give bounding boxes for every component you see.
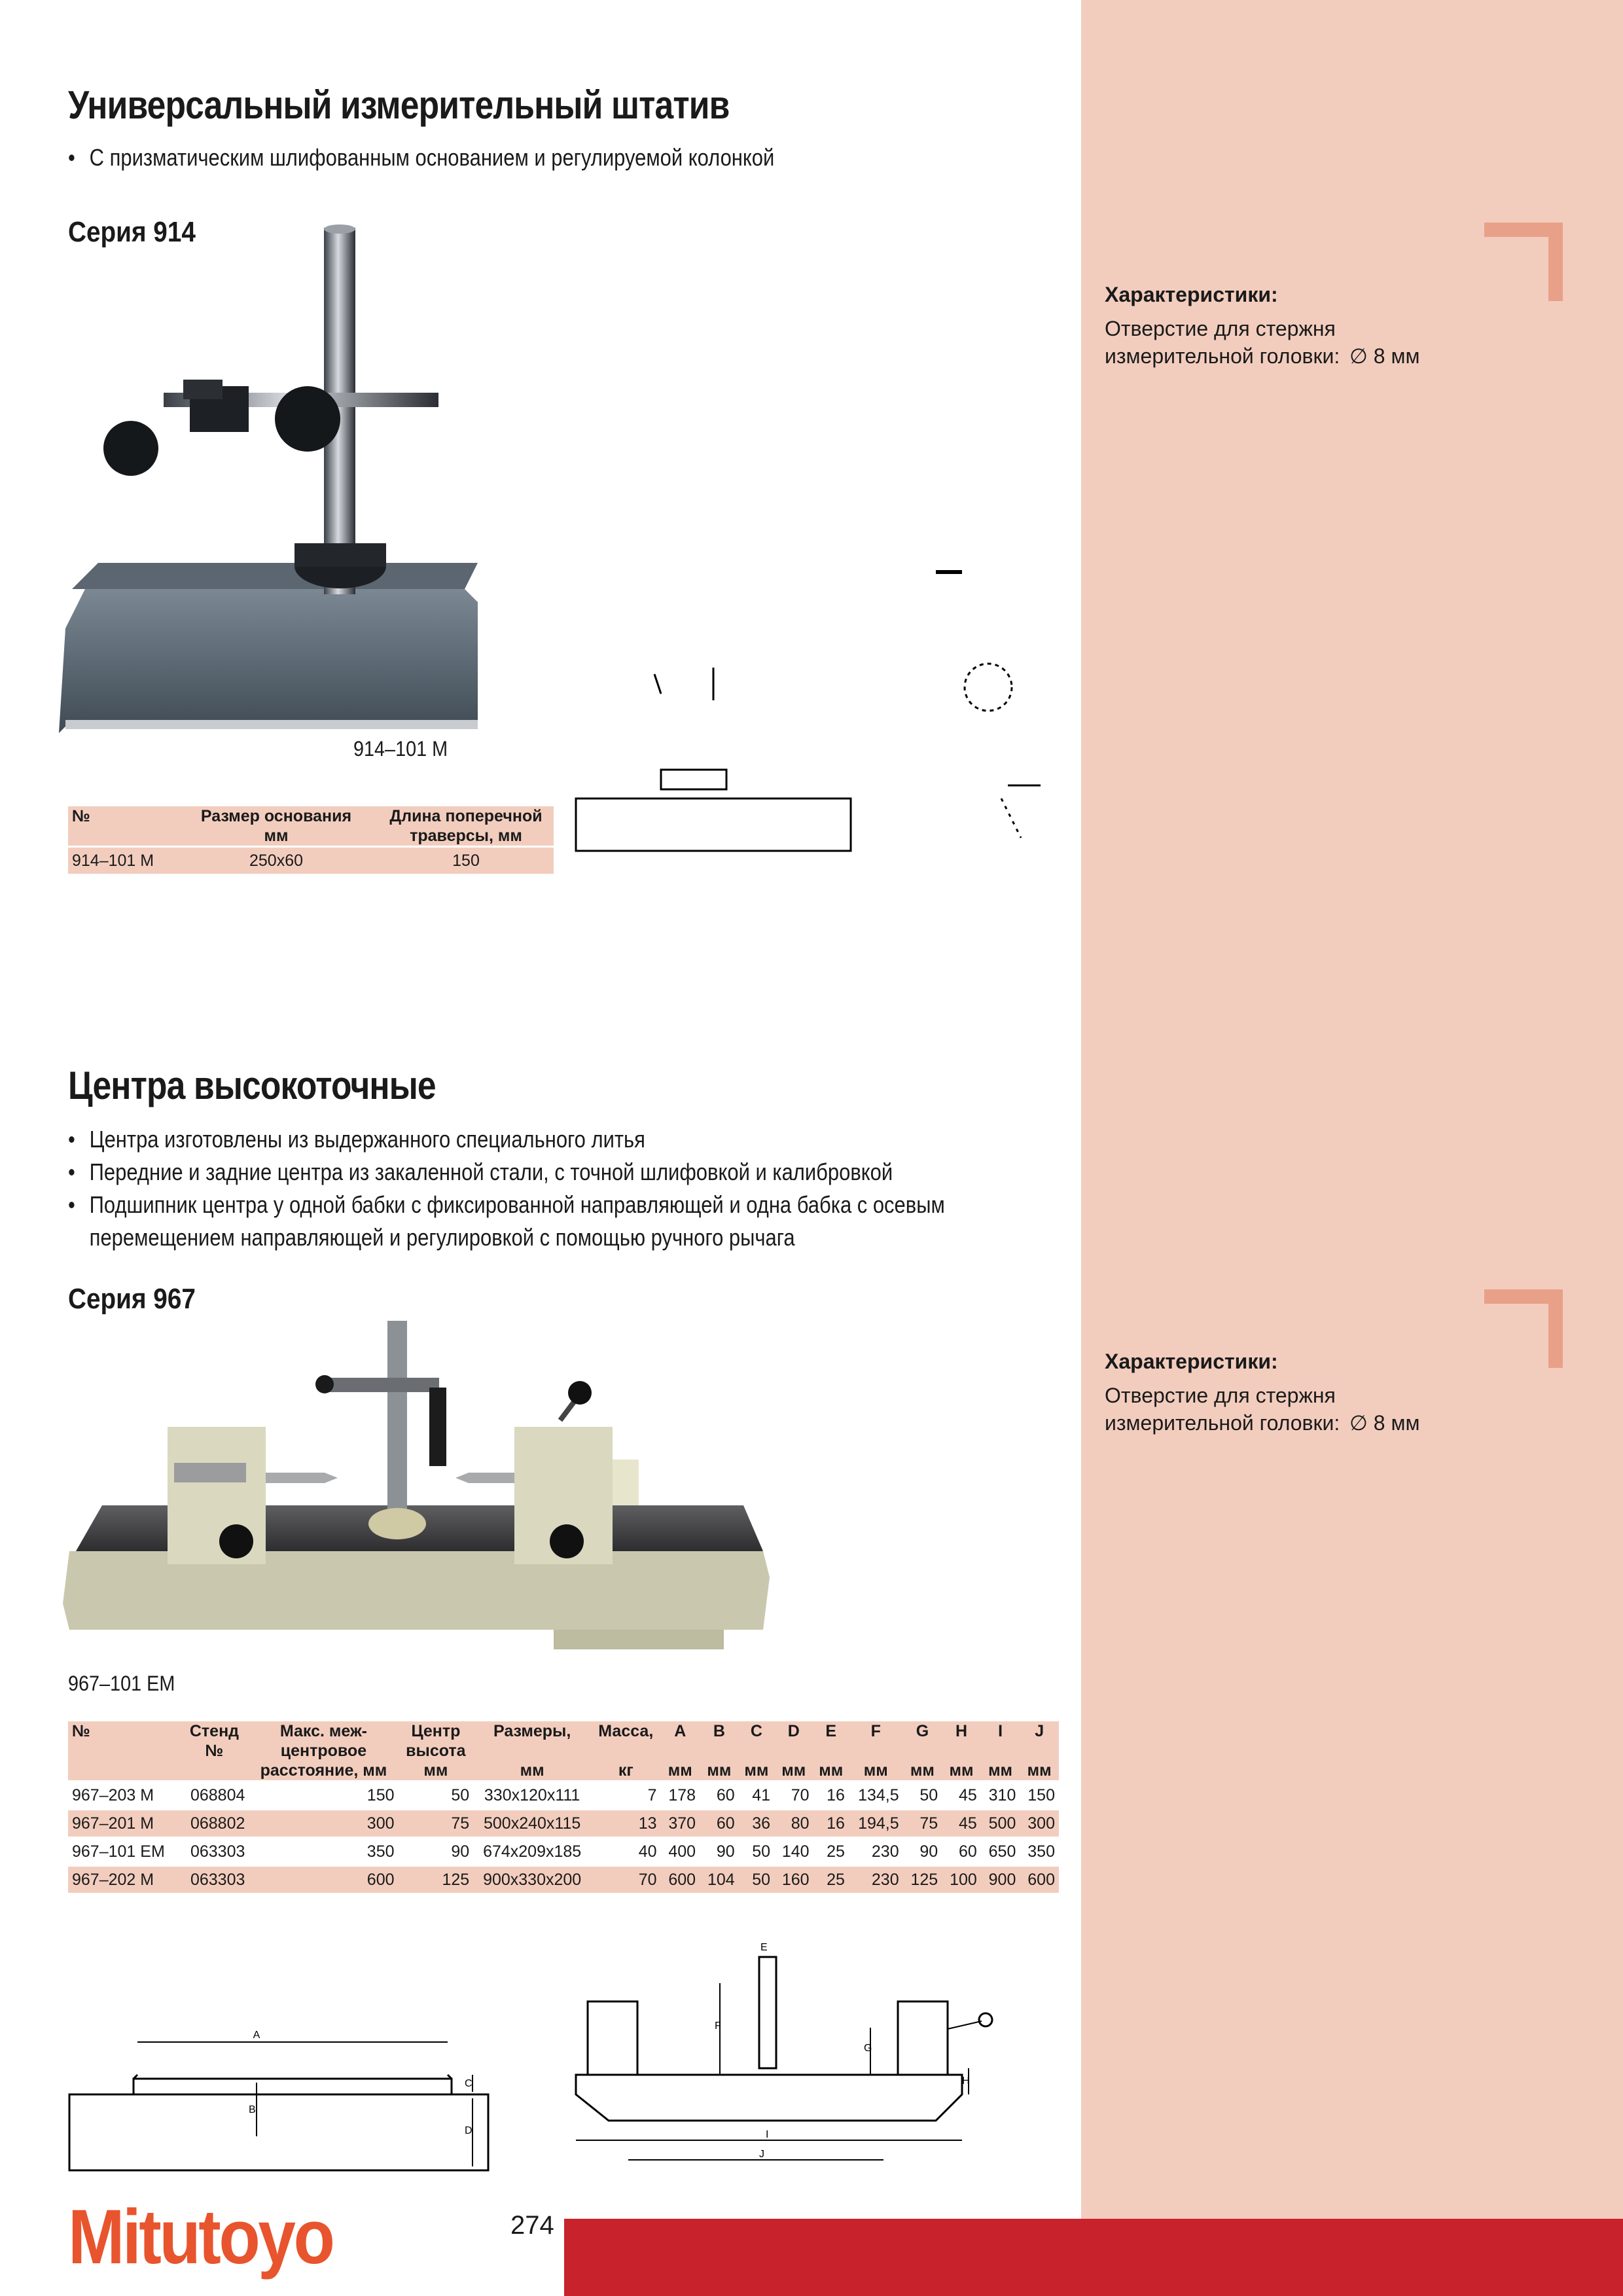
product-image-967 [63, 1316, 776, 1669]
column-header: Центр высота мм [399, 1721, 474, 1782]
table-cell: 70 [591, 1866, 660, 1893]
column-header: I мм [981, 1721, 1020, 1782]
table-cell: 50 [739, 1866, 774, 1893]
characteristics-line: Отверстие для стержня [1105, 317, 1336, 340]
table-cell: 967–202 M [68, 1866, 180, 1893]
table-cell: 150 [378, 847, 554, 874]
table-cell: 230 [849, 1838, 903, 1866]
characteristics-title: Характеристики: [1105, 283, 1278, 306]
table-cell: 75 [903, 1810, 942, 1838]
table-cell: 650 [981, 1838, 1020, 1866]
table-cell: 134,5 [849, 1782, 903, 1810]
dimension-label: G [864, 2043, 872, 2054]
table-cell: 967–203 M [68, 1782, 180, 1810]
characteristics-967 [1105, 1350, 1420, 1437]
table-cell: 063303 [180, 1838, 249, 1866]
table-cell: 125 [399, 1866, 474, 1893]
bullet-item: • Подшипник центра у одной бабки с фиксированной направляющей и одна бабка с осевым [68, 1191, 945, 1218]
column-header: A мм [661, 1721, 700, 1782]
table-row [68, 1838, 1059, 1866]
table-row [68, 847, 554, 874]
table-cell: 068804 [180, 1782, 249, 1810]
table-cell: 178 [661, 1782, 700, 1810]
footer-bar [564, 2219, 1623, 2296]
table-cell: 600 [249, 1866, 398, 1893]
table-cell: 13 [591, 1810, 660, 1838]
table-cell: 104 [700, 1866, 739, 1893]
column-header: J мм [1020, 1721, 1059, 1782]
image-caption: 967–101 EM [68, 1672, 175, 1695]
bullet-item: • С призматическим шлифованным основанием и регулируемой колонкой [68, 144, 775, 171]
table-cell: 150 [249, 1782, 398, 1810]
series-label: Серия 967 [68, 1283, 196, 1315]
table-cell: 250x60 [174, 847, 378, 874]
table-cell: 600 [1020, 1866, 1059, 1893]
table-cell: 7 [591, 1782, 660, 1810]
table-cell: 674x209x185 [473, 1838, 591, 1866]
table-cell: 914–101 M [68, 847, 174, 874]
table-cell: 100 [942, 1866, 981, 1893]
table-cell: 967–201 M [68, 1810, 180, 1838]
technical-drawing-914 [569, 563, 1067, 916]
bullet-continuation: перемещением направляющей и регулировкой с помощью ручного рычага [89, 1224, 795, 1251]
column-header: H мм [942, 1721, 981, 1782]
product-image-914 [59, 223, 484, 753]
table-cell: 150 [1020, 1782, 1059, 1810]
table-cell: 350 [1020, 1838, 1059, 1866]
table-cell: 60 [942, 1838, 981, 1866]
page-number: 274 [510, 2211, 554, 2240]
dimension-label: B [249, 2104, 256, 2115]
table-cell: 45 [942, 1810, 981, 1838]
spec-table-914 [68, 806, 554, 874]
corner-mark [1484, 223, 1563, 301]
table-cell: 140 [774, 1838, 813, 1866]
spec-table-967 [68, 1721, 1059, 1893]
dimension-label: H [962, 2075, 970, 2087]
table-cell: 90 [903, 1838, 942, 1866]
table-cell: 90 [700, 1838, 739, 1866]
table-cell: 967–101 EM [68, 1838, 180, 1866]
dimension-label: C [465, 2078, 473, 2089]
section-title: Универсальный измерительный штатив [68, 83, 730, 127]
column-header: № [68, 1721, 180, 1782]
table-cell: 50 [399, 1782, 474, 1810]
table-cell: 16 [813, 1810, 849, 1838]
table-cell: 40 [591, 1838, 660, 1866]
table-row [68, 1866, 1059, 1893]
column-header: E мм [813, 1721, 849, 1782]
table-cell: 310 [981, 1782, 1020, 1810]
dimension-label: E [760, 1942, 768, 1953]
table-row [68, 1810, 1059, 1838]
table-cell: 16 [813, 1782, 849, 1810]
table-row [68, 1782, 1059, 1810]
corner-mark [1484, 1289, 1563, 1368]
bullet-item: • Передние и задние центра из закаленной стали, с точной шлифовкой и калибровкой [68, 1158, 893, 1185]
series-label: Серия 914 [68, 216, 196, 248]
characteristics-value: ∅ 8 мм [1349, 1411, 1420, 1435]
table-cell: 41 [739, 1782, 774, 1810]
column-header: Масса, кг [591, 1721, 660, 1782]
column-header: B мм [700, 1721, 739, 1782]
table-cell: 36 [739, 1810, 774, 1838]
table-cell: 25 [813, 1866, 849, 1893]
column-header: Макс. меж- центровое расстояние, мм [249, 1721, 398, 1782]
table-cell: 50 [903, 1782, 942, 1810]
table-cell: 50 [739, 1838, 774, 1866]
table-cell: 500x240x115 [473, 1810, 591, 1838]
dimension-label: A [253, 2030, 260, 2041]
table-cell: 230 [849, 1866, 903, 1893]
table-cell: 75 [399, 1810, 474, 1838]
table-cell: 300 [1020, 1810, 1059, 1838]
column-header: C мм [739, 1721, 774, 1782]
column-header: Стенд № [180, 1721, 249, 1782]
table-cell: 25 [813, 1838, 849, 1866]
table-cell: 370 [661, 1810, 700, 1838]
table-cell: 70 [774, 1782, 813, 1810]
table-cell: 125 [903, 1866, 942, 1893]
brand-logo: Mitutoyo [68, 2194, 333, 2280]
dimension-label: D [465, 2125, 473, 2136]
table-cell: 60 [700, 1810, 739, 1838]
table-cell: 600 [661, 1866, 700, 1893]
technical-drawing-967-side [65, 2022, 497, 2186]
column-header: Длина поперечной траверсы, мм [378, 806, 554, 847]
dimension-label: I [766, 2129, 769, 2140]
characteristics-914 [1105, 283, 1420, 370]
table-cell: 300 [249, 1810, 398, 1838]
table-cell: 400 [661, 1838, 700, 1866]
table-cell: 194,5 [849, 1810, 903, 1838]
image-caption: 914–101 M [353, 737, 448, 761]
technical-drawing-967-front [569, 1931, 1067, 2173]
table-cell: 900 [981, 1866, 1020, 1893]
bullet-list [68, 1123, 1088, 1254]
characteristics-line: Отверстие для стержня [1105, 1384, 1336, 1407]
table-cell: 500 [981, 1810, 1020, 1838]
characteristics-line: измерительной головки: [1105, 344, 1340, 368]
table-cell: 80 [774, 1810, 813, 1838]
table-cell: 063303 [180, 1866, 249, 1893]
column-header: D мм [774, 1721, 813, 1782]
table-cell: 068802 [180, 1810, 249, 1838]
column-header: Размер основания мм [174, 806, 378, 847]
dimension-label: F [715, 2020, 721, 2032]
table-cell: 900x330x200 [473, 1866, 591, 1893]
table-cell: 45 [942, 1782, 981, 1810]
characteristics-value: ∅ 8 мм [1349, 344, 1420, 368]
column-header: Размеры, мм [473, 1721, 591, 1782]
table-cell: 60 [700, 1782, 739, 1810]
dimension-label: J [759, 2149, 764, 2160]
table-cell: 330x120x111 [473, 1782, 591, 1810]
bullet-item: • Центра изготовлены из выдержанного специального литья [68, 1126, 645, 1153]
column-header: F мм [849, 1721, 903, 1782]
table-cell: 160 [774, 1866, 813, 1893]
column-header: G мм [903, 1721, 942, 1782]
column-header: № [68, 806, 174, 847]
characteristics-line: измерительной головки: [1105, 1411, 1340, 1435]
characteristics-title: Характеристики: [1105, 1350, 1278, 1373]
table-cell: 90 [399, 1838, 474, 1866]
table-cell: 350 [249, 1838, 398, 1866]
section-title: Центра высокоточные [68, 1064, 436, 1107]
